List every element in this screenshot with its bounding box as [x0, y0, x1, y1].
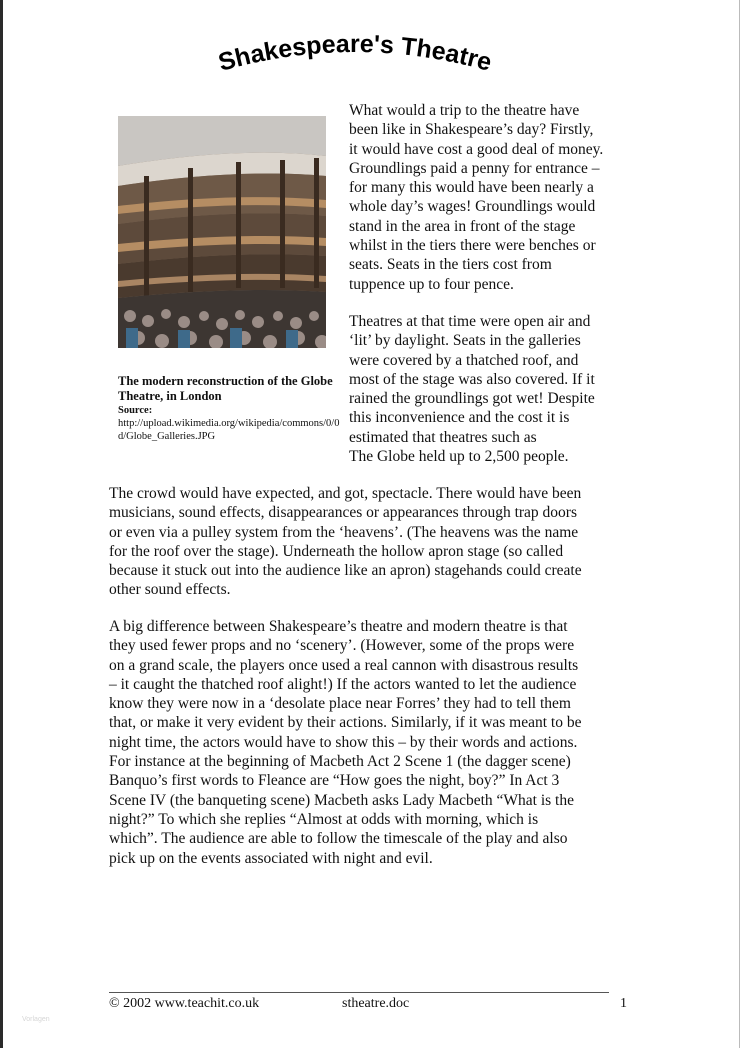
- paragraph-spectacle: The crowd would have expected, and got, spectacle. There would have been musicians, sound effects, disappearances or appearances through trap doors or even via a pulley system from the ‘heavens’. (The heavens was the name for the roof over the stage). Underneath the hollow apron stage (so called because it stuck out into the audience like an apron) stagehands could create other sound effects.: [109, 485, 582, 599]
- paragraph-open-air: Theatres at that time were open air and ‘lit’ by daylight. Seats in the galleries were covered by a thatched roof, and most of the stage was also covered. If it rained the groundlings got wet! Despite this inconvenience and the cost it is estimated that theatres such as The Globe held up to 2,500 people.: [349, 313, 595, 466]
- footer-divider: [109, 992, 609, 993]
- paragraph-props-scenery: A big difference between Shakespeare’s theatre and modern theatre is that they used fewer props and no ‘scenery’. (However, some of the props were on a grand scale, the players once used a real cannon with disastrous results – it caught the thatched roof alight!) If the actors wanted to let the audience know they were now in a ‘desolate place near Forres’ they had to tell them that, or make it very evident by their actions. Similarly, if it was meant to be night time, the actors would have to show this – by their words and actions. For instance at the beginning of Macbeth Act 2 Scene 1 (the dagger scene) Banquo’s first words to Fleance are “How goes the night, boy?” In Act 3 Scene IV (the banqueting scene) Macbeth asks Lady Macbeth “What is the night?” To which she replies “Almost at odds with morning, which is which”. The audience are able to follow the timescale of the play and also pick up on the events associated with night and evil.: [109, 618, 582, 867]
- caption-source-label: Source:: [118, 405, 153, 416]
- caption-source-url: http://upload.wikimedia.org/wikipedia/commons/0/0d/Globe_Galleries.JPG: [118, 418, 340, 442]
- globe-theatre-illustration: [118, 116, 326, 348]
- footer-copyright: © 2002 www.teachit.co.uk: [109, 996, 260, 1011]
- watermark: Vorlagen: [22, 1016, 50, 1023]
- page-title-text: Shakespeare's Theatre: [215, 29, 495, 77]
- page-title: [195, 18, 515, 88]
- caption-title: The modern reconstruction of the Globe Theatre, in London: [118, 374, 333, 403]
- globe-theatre-photo: [118, 116, 326, 348]
- page-title-art: [195, 18, 515, 88]
- footer-page-number: 1: [620, 996, 627, 1011]
- paragraph-cost: What would a trip to the theatre have been like in Shakespeare’s day? Firstly, it would have cost a good deal of money. Groundlings paid a penny for entrance – for many this would have been nearly a whole day’s wages! Groundlings would stand in the area in front of the stage whilst in the tiers there were benches or seats. Seats in the tiers cost from tuppence up to four pence.: [349, 102, 604, 293]
- footer-filename: stheatre.doc: [342, 996, 410, 1011]
- photo-caption: [118, 374, 343, 443]
- svg-text:Shakespeare's Theatre: [215, 30, 494, 77]
